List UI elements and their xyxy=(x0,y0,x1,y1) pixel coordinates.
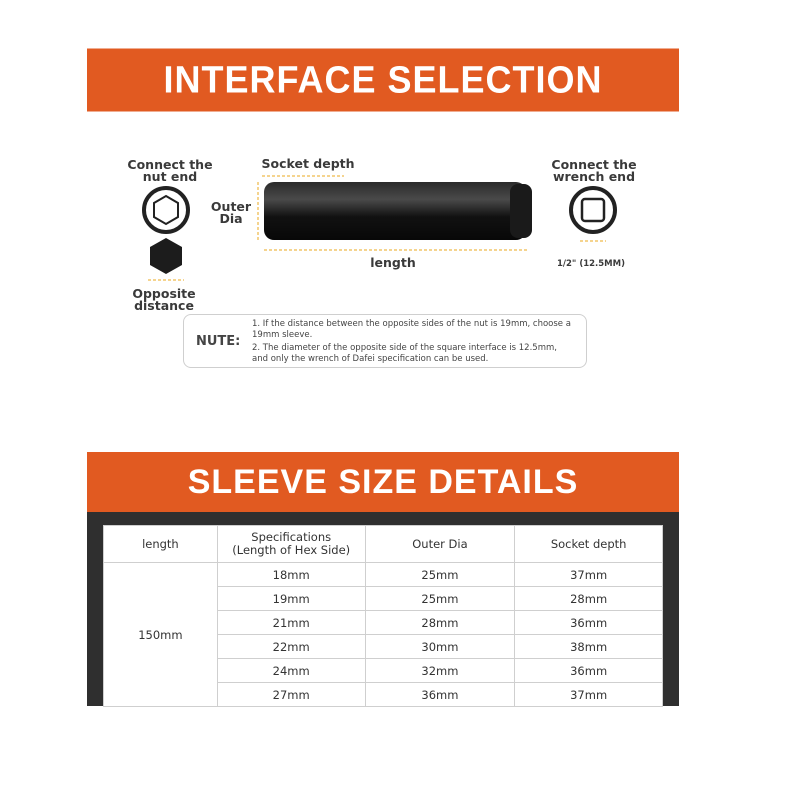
wrench-size-label: 1/2" (12.5MM) xyxy=(557,259,625,269)
length-value-cell: 150mm xyxy=(104,563,218,707)
table-header-row xyxy=(104,526,663,563)
note-item-1: 1. If the distance between the opposite sides of the nut is 19mm, choose a 19mm sleeve. xyxy=(252,319,571,340)
hex-opening-icon xyxy=(154,196,178,224)
spec-cell: 24mm xyxy=(217,659,365,683)
header-specifications: Specifications (Length of Hex Side) xyxy=(217,526,365,563)
sleeve-size-panel xyxy=(87,512,679,706)
wrench-end-label: Connect the wrench end xyxy=(551,157,637,184)
interface-selection-title: INTERFACE SELECTION xyxy=(163,57,603,101)
sleeve-size-banner xyxy=(87,452,679,512)
spec-cell: 19mm xyxy=(217,587,365,611)
spec-cell: 27mm xyxy=(217,683,365,707)
note-label: NUTE: xyxy=(196,334,241,349)
socket-body xyxy=(264,182,526,240)
socket-depth-cell: 36mm xyxy=(515,659,663,683)
opposite-distance-label: Opposite distance xyxy=(132,286,196,313)
note-box xyxy=(183,314,587,368)
wrench-end-diagram xyxy=(566,183,626,253)
spec-cell: 21mm xyxy=(217,611,365,635)
sleeve-size-table xyxy=(103,525,663,707)
socket-depth-label: Socket depth xyxy=(261,156,355,171)
header-socket-depth: Socket depth xyxy=(515,526,663,563)
socket-depth-cell: 37mm xyxy=(515,563,663,587)
hex-nut-icon xyxy=(150,238,182,274)
socket-diagram xyxy=(252,170,542,255)
socket-end-cap xyxy=(510,184,532,238)
note-lines xyxy=(252,319,572,365)
table-row xyxy=(104,563,663,587)
socket-depth-cell: 28mm xyxy=(515,587,663,611)
socket-depth-cell: 36mm xyxy=(515,611,663,635)
spec-cell: 18mm xyxy=(217,563,365,587)
nut-end-diagram xyxy=(130,183,210,283)
outer-dia-cell: 32mm xyxy=(365,659,515,683)
nut-end-label: Connect the nut end xyxy=(127,157,213,184)
interface-selection-banner xyxy=(87,49,679,112)
outer-dia-cell: 36mm xyxy=(365,683,515,707)
spec-cell: 22mm xyxy=(217,635,365,659)
outer-dia-cell: 28mm xyxy=(365,611,515,635)
header-outer-dia: Outer Dia xyxy=(365,526,515,563)
sleeve-size-title: SLEEVE SIZE DETAILS xyxy=(187,462,579,501)
header-length: length xyxy=(104,526,218,563)
note-item-2: 2. The diameter of the opposite side of the square interface is 12.5mm, and only the wrench of Dafei specification can be used. xyxy=(252,343,557,364)
outer-dia-cell: 25mm xyxy=(365,587,515,611)
outer-dia-cell: 25mm xyxy=(365,563,515,587)
outer-dia-cell: 30mm xyxy=(365,635,515,659)
length-label: length xyxy=(370,255,416,270)
socket-depth-cell: 37mm xyxy=(515,683,663,707)
socket-depth-cell: 38mm xyxy=(515,635,663,659)
outer-dia-label: Outer Dia xyxy=(210,199,252,226)
square-drive-icon xyxy=(582,199,604,221)
